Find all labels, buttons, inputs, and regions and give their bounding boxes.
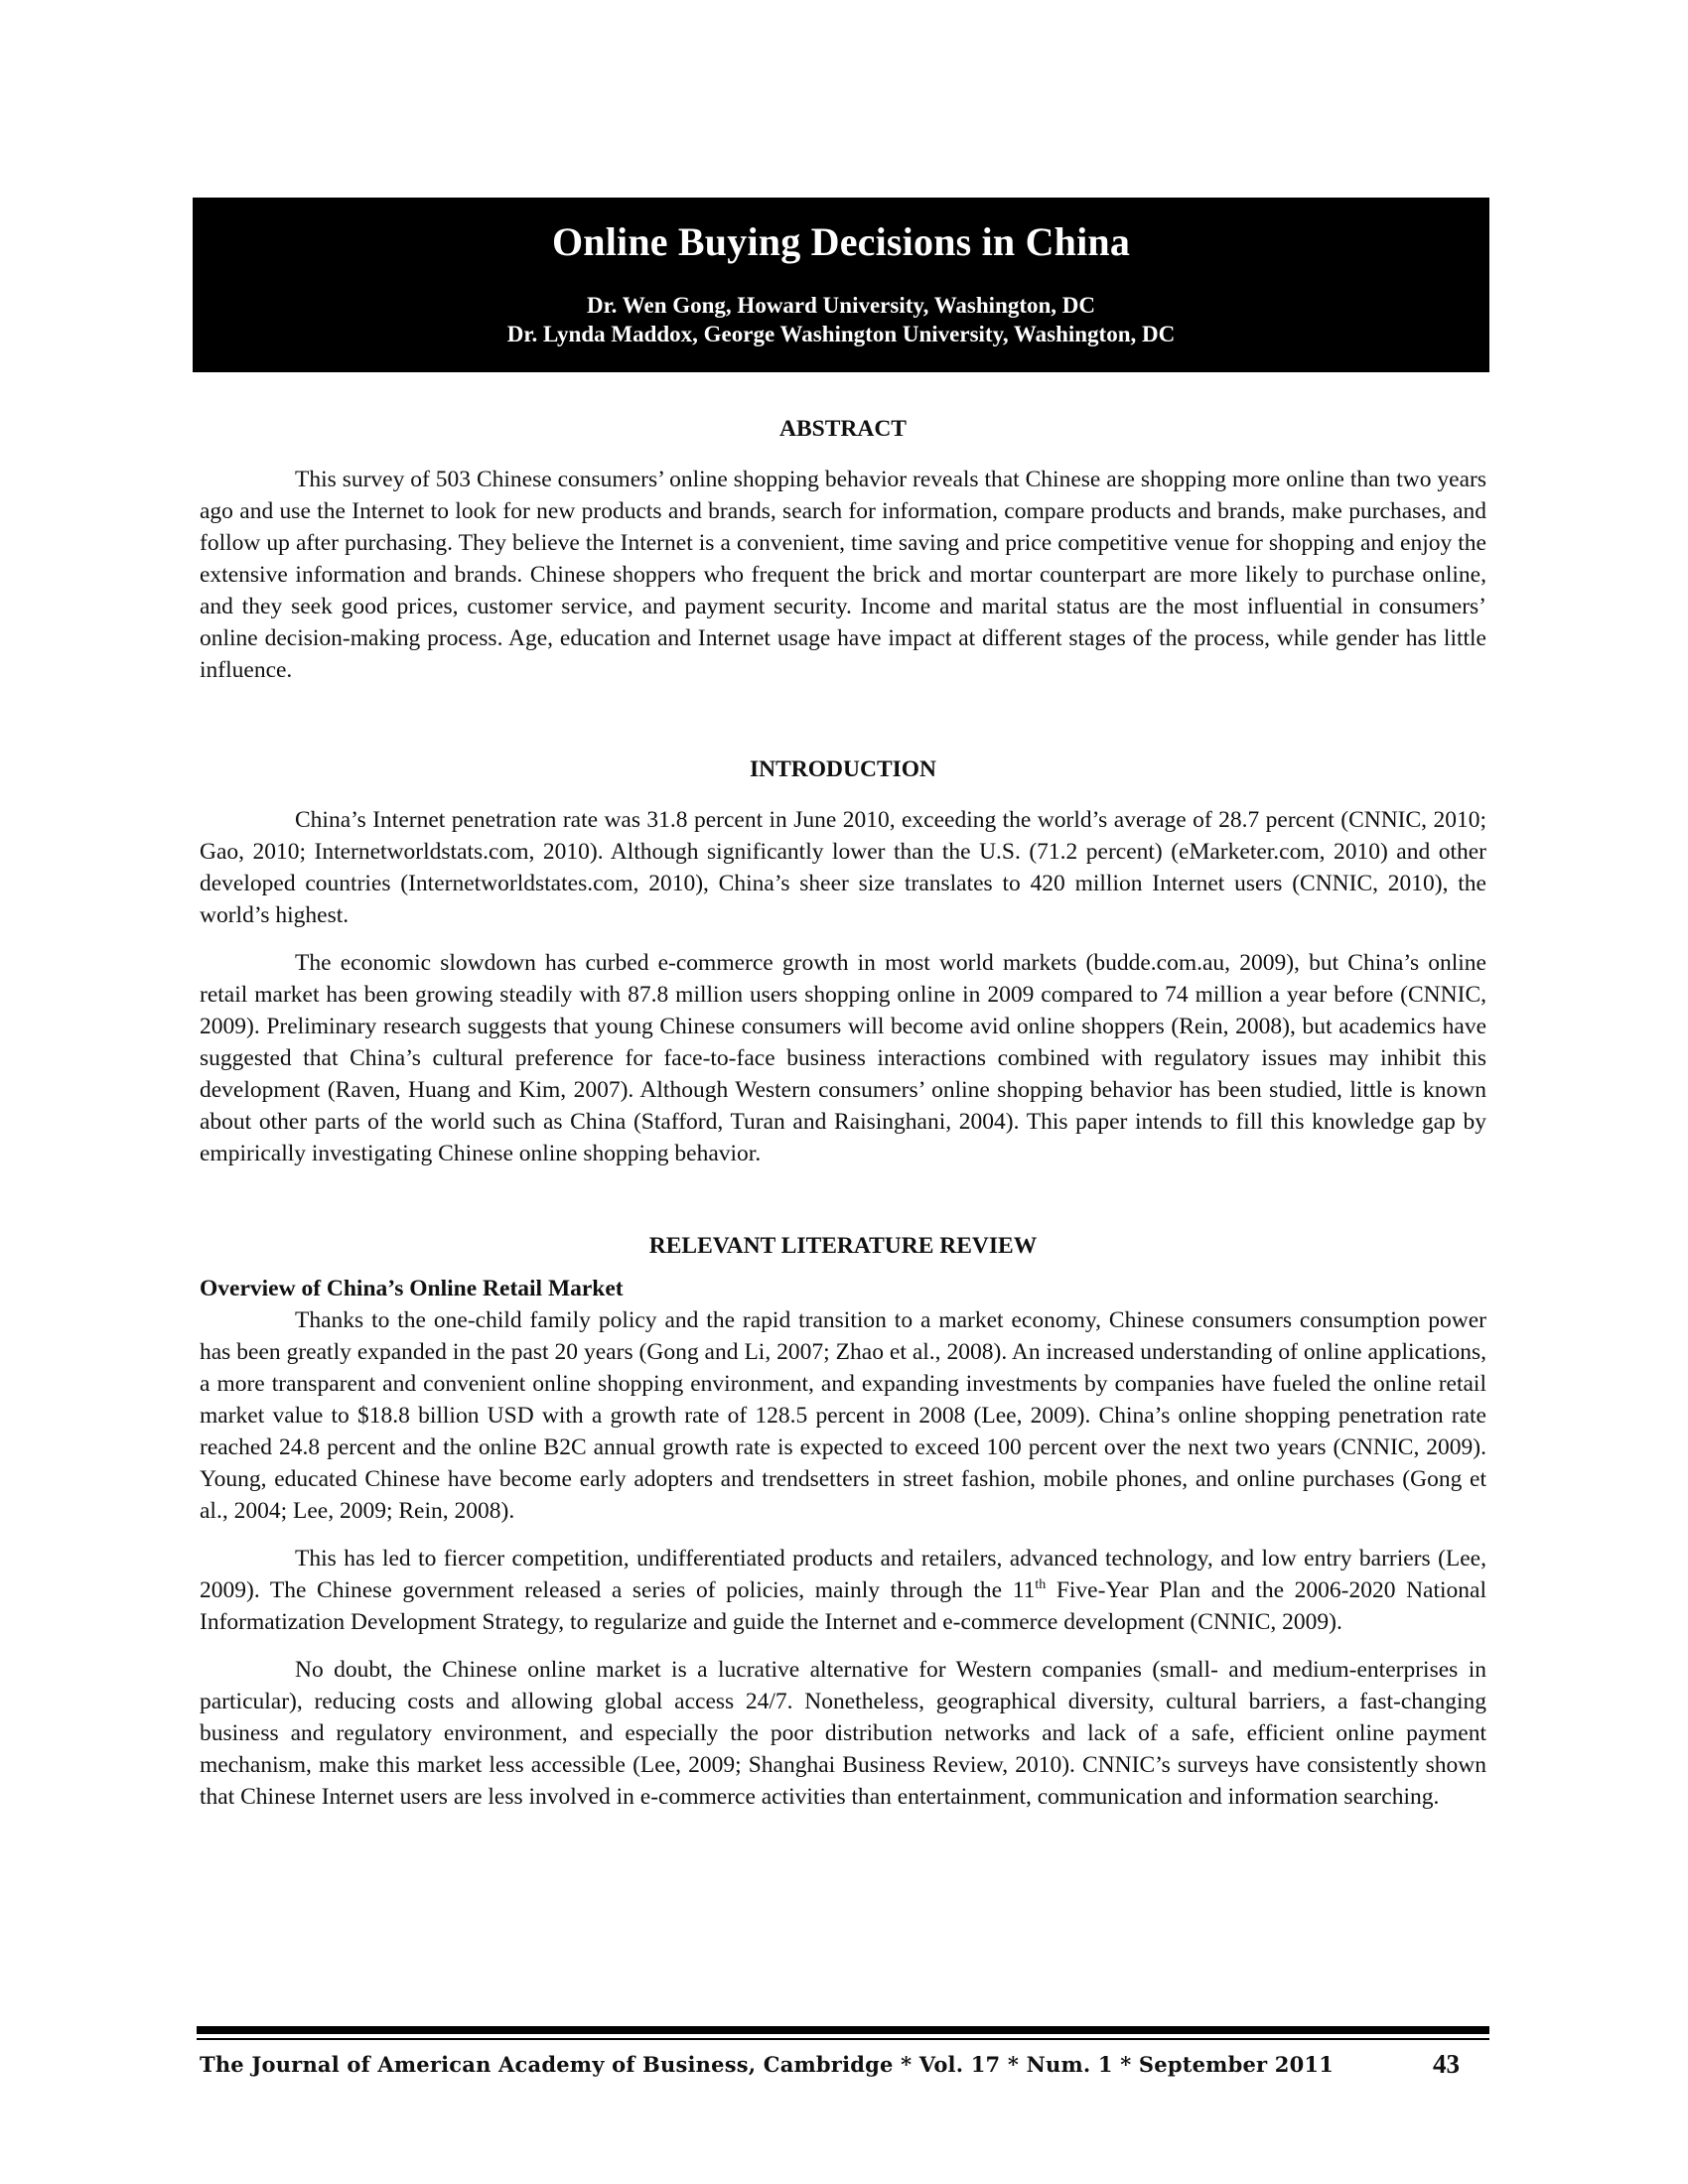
abstract-text: This survey of 503 Chinese consumers’ online shopping behavior reveals that Chinese are shopping more online than two years ago and use the Internet to look for new products and brands, search for information, compare products and brands, make purchases, and follow up after purchasing. They believe the Internet is a convenient, time saving and price competitive venue for shopping and enjoy the extensive information and brands. Chinese shoppers who frequent the brick and mortar counterpart are more likely to purchase online, and they seek good prices, customer service, and payment security. Income and marital status are the most influential in consumers’ online decision-making process. Age, education and Internet usage have impact at different stages of the process, while gender has little influence.: [200, 467, 1486, 683]
author-block: [193, 291, 1489, 348]
literature-section: [200, 1231, 1486, 1813]
author-line-1: Dr. Wen Gong, Howard University, Washington, DC: [586, 293, 1096, 318]
introduction-paragraph-1: China’s Internet penetration rate was 31.8 percent in June 2010, exceeding the world’s average of 28.7 percent (CNNIC, 2010; Gao, 2010; Internetworldstats.com, 2010). Although significantly lower than the U.S. (71.2 percent) (eMarketer.com, 2010) and other developed countries (Internetworldstates.com, 2010), China’s sheer size translates to 420 million Internet users (CNNIC, 2010), the world’s highest.: [200, 807, 1486, 928]
journal-footer: The Journal of American Academy of Business, Cambridge * Vol. 17 * Num. 1 * September 2011: [200, 2052, 1335, 2077]
literature-paragraph-1: Thanks to the one-child family policy and the rapid transition to a market economy, Chinese consumers consumption power has been greatly expanded in the past 20 years (Gong and Li, 2007; Zhao et al., 2008). An increased understanding of online applications, a more transparent and convenient online shopping environment, and expanding investments by companies have fueled the online retail market value to $18.8 billion USD with a growth rate of 128.5 percent in 2008 (Lee, 2009). China’s online shopping penetration rate reached 24.8 percent and the online B2C annual growth rate is expected to exceed 100 percent over the next two years (CNNIC, 2009). Young, educated Chinese have become early adopters and trendsetters in street fashion, mobile phones, and online purchases (Gong et al., 2004; Lee, 2009; Rein, 2008).: [200, 1307, 1486, 1524]
introduction-paragraph-2: The economic slowdown has curbed e-commerce growth in most world markets (budde.com.au, 2009), but China’s online retail market has been growing steadily with 87.8 million users shopping online in 2009 compared to 74 million a year before (CNNIC, 2009). Preliminary research suggests that young Chinese consumers will become avid online shoppers (Rein, 2008), but academics have suggested that China’s cultural preference for face-to-face business interactions combined with regulatory issues may inhibit this development (Raven, Huang and Kim, 2007). Although Western consumers’ online shopping behavior has been studied, little is known about other parts of the world such as China (Stafford, Turan and Raisinghani, 2004). This paper intends to fill this knowledge gap by empirically investigating Chinese online shopping behavior.: [200, 950, 1486, 1166]
ordinal-superscript: th: [1035, 1577, 1047, 1593]
literature-paragraph-2-text-a: This has led to fiercer competition, undifferentiated products and retailers, advanced technology, and low entry barriers (Lee, 2009). The Chinese government released a series of policies, mainly through the 11: [200, 1546, 1486, 1603]
title-banner: [193, 198, 1489, 372]
literature-subheading: Overview of China’s Online Retail Market: [200, 1276, 624, 1301]
author-line-2: Dr. Lynda Maddox, George Washington University, Washington, DC: [506, 322, 1176, 346]
abstract-section: [200, 414, 1486, 686]
introduction-heading: INTRODUCTION: [749, 756, 937, 782]
paper-title: Online Buying Decisions in China: [551, 219, 1131, 264]
literature-heading: RELEVANT LITERATURE REVIEW: [648, 1233, 1038, 1259]
footer-rule-thick: [197, 2026, 1489, 2034]
literature-paragraph-3: No doubt, the Chinese online market is a lucrative alternative for Western companies (small- and medium-enterprises in particular), reducing costs and allowing global access 24/7. Nonetheless, geographical diversity, cultural barriers, a fast-changing business and regulatory environment, and especially the poor distribution networks and lack of a safe, efficient online payment mechanism, make this market less accessible (Lee, 2009; Shanghai Business Review, 2010). CNNIC’s surveys have consistently shown that Chinese Internet users are less involved in e-commerce activities than entertainment, communication and information searching.: [200, 1657, 1486, 1810]
literature-paragraph-2-text-b: Five-Year Plan and the 2006-2020 National Informatization Development Strategy, to regularize and guide the Internet and e-commerce development (CNNIC, 2009).: [200, 1577, 1486, 1635]
footer-rule-thin: [197, 2038, 1489, 2040]
page-number: 43: [1433, 2049, 1460, 2079]
abstract-heading: ABSTRACT: [779, 416, 907, 442]
introduction-section: [200, 754, 1486, 1169]
literature-paragraph-2: [200, 1543, 1486, 1638]
